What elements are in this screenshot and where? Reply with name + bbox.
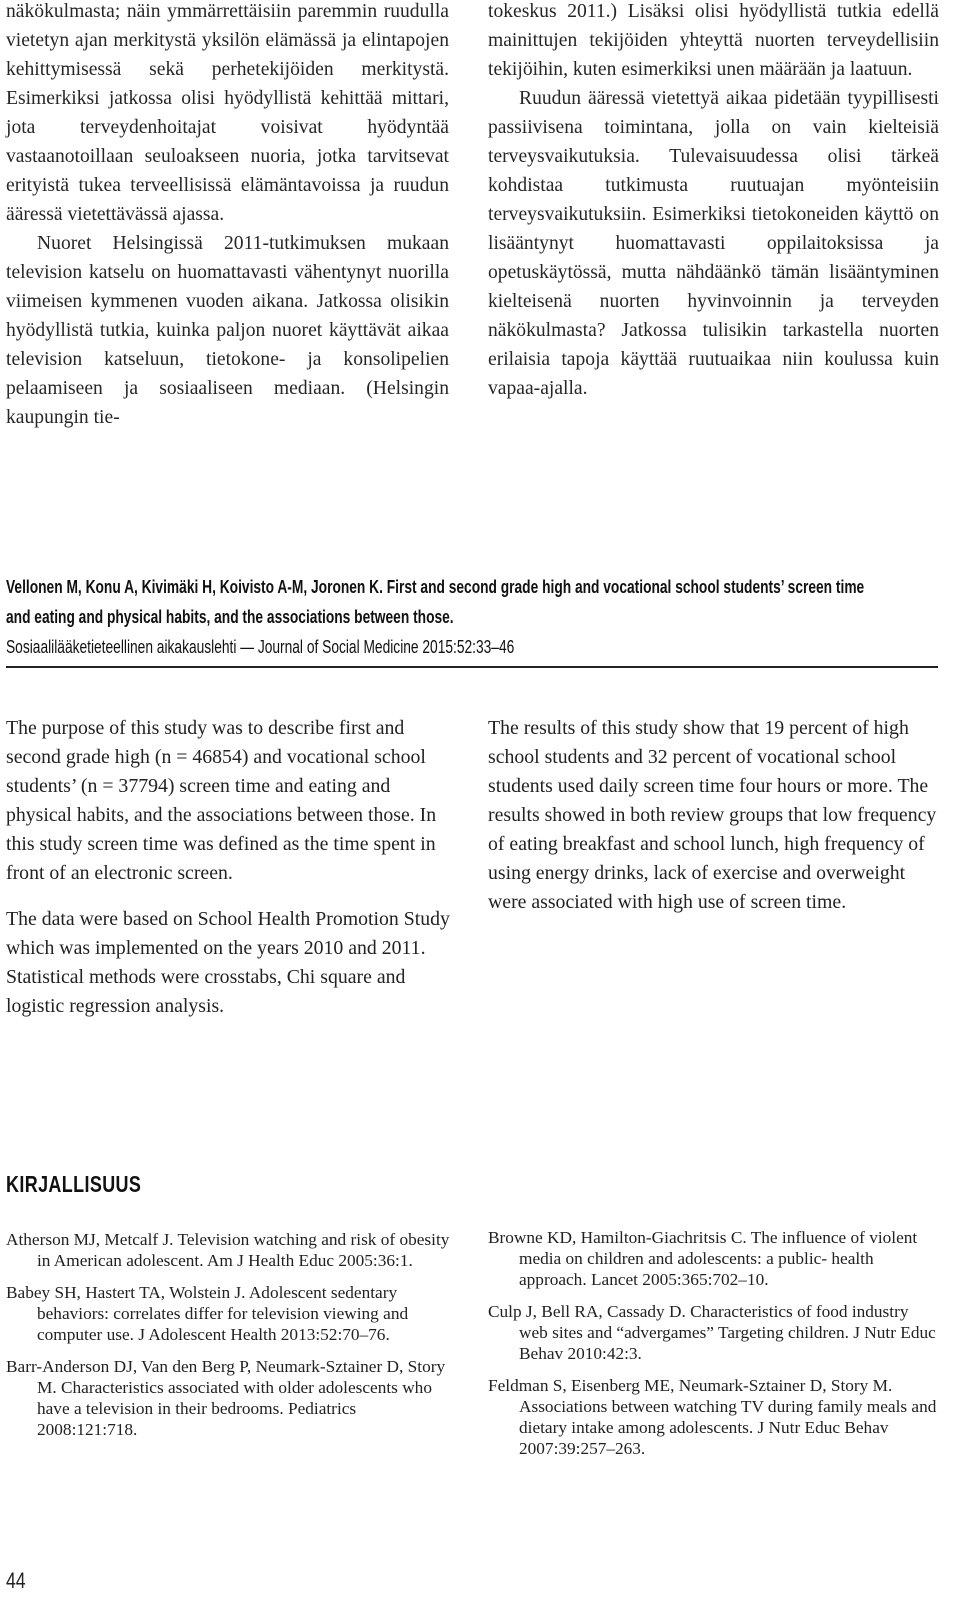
reference-item: Babey SH, Hastert TA, Wolstein J. Adolescent sedentary behaviors: correlates differ for television viewing and computer use. J Adolescent Health 2013:52:70–76. (6, 1283, 409, 1344)
reference-item: Feldman S, Eisenberg ME, Neumark-Sztainer D, Story M. Associations between watching TV during family meals and dietary intake among adolescents. J Nutr Educ Behav 2007:39:257–263. (488, 1376, 937, 1458)
reference-item: Browne KD, Hamilton-Giachritsis C. The influence of violent media on children and adolescents: a public- health approach. Lancet 2005:365:702–10. (488, 1228, 918, 1289)
reference-item: Atherson MJ, Metcalf J. Television watching and risk of obesity in American adolescent. Am J Health Educ 2005:36:1. (6, 1230, 450, 1270)
divider-rule (6, 666, 938, 668)
abstract-column-right (488, 714, 940, 934)
abstract-paragraph: The results of this study show that 19 percent of high school students and 32 percent of vocational school students used daily screen time four hours or more. The results showed in both review groups that low frequency of eating breakfast and school lunch, high frequency of using energy drinks, lack of exercise and overweight were associated with high use of screen time. (488, 717, 937, 913)
abstract-citation (6, 572, 938, 662)
references-heading: KIRJALLISUUS (6, 1171, 142, 1197)
page-number: 44 (6, 1568, 26, 1593)
reference-item: Barr-Anderson DJ, Van den Berg P, Neumark-Sztainer D, Story M. Characteristics associated with older adolescents who have a television in their bedrooms. Pediatrics 2008:121:718. (6, 1357, 446, 1439)
body-column-left (6, 0, 449, 432)
abstract-column-left (6, 714, 454, 1038)
body-column-right (488, 0, 939, 403)
abstract-paragraph: The data were based on School Health Promotion Study which was implemented on the years 2010 and 2011. Statistical methods were crosstabs, Chi square and logistic regression analysis. (6, 908, 450, 1017)
body-paragraph: Ruudun ääressä vietettyä aikaa pidetään tyypillisesti passiivisena toimintana, jolla on vain kielteisiä terveysvaikutuksia. Tulevaisuudessa olisi tärkeä kohdistaa tutkimusta ruutuajan myönteisiin terveysvaikutuksiin. Esimerkiksi tietokoneiden käyttö on lisääntynyt huomattavasti oppilaitoksissa ja opetuskäytössä, mutta nähdäänkö tämän lisääntyminen kielteisenä nuorten hyvinvoinnin ja terveyden näkökulmasta? Jatkossa tulisikin tarkastella nuorten erilaisia tapoja käyttää ruutuaikaa niin koulussa kuin vapaa-ajalla. (488, 88, 939, 399)
body-paragraph: tokeskus 2011.) Lisäksi olisi hyödyllistä tutkia edellä mainittujen tekijöiden yhteyttä nuorten terveydellisiin tekijöihin, kuten esimerkiksi unen määrään ja laatuun. (488, 1, 939, 80)
journal-line: Sosiaalilääketieteellinen aikakauslehti — Journal of Social Medicine 2015:52:33–46 (6, 637, 515, 657)
references-column-right (488, 1227, 940, 1470)
abstract-paragraph: The purpose of this study was to describe first and second grade high (n = 46854) and vocational school students’ (n = 37794) screen time and eating and physical habits, and the associations between those. In this study screen time was defined as the time spent in front of an electronic screen. (6, 717, 437, 884)
reference-item: Culp J, Bell RA, Cassady D. Characteristics of food industry web sites and “advergames” Targeting children. J Nutr Educ Behav 2010:42:3. (488, 1302, 936, 1363)
citation-line: and eating and physical habits, and the associations between those. (6, 607, 454, 627)
references-column-left (6, 1229, 454, 1451)
body-paragraph: näkökulmasta; näin ymmärrettäisiin paremmin ruudulla vietetyn ajan merkitystä yksilön elämässä ja elintapojen kehittymisessä sekä perhetekijöiden merkitystä. Esimerkiksi jatkossa olisi hyödyllistä kehittää mittari, jota terveydenhoitajat voisivat hyödyntää vastaanotoillaan seuloakseen nuoria, jotka tarvitsevat erityistä tukea terveellisissä elämäntavoissa ja ruudun ääressä vietettävässä ajassa. (6, 1, 449, 225)
body-paragraph: Nuoret Helsingissä 2011-tutkimuksen mukaan television katselu on huomattavasti vähentynyt nuorilla viimeisen kymmenen vuoden aikana. Jatkossa olisikin hyödyllistä tutkia, kuinka paljon nuoret käyttävät aikaa television katseluun, tietokone- ja konsolipelien pelaamiseen ja sosiaaliseen mediaan. (Helsingin kaupungin tie- (6, 233, 449, 428)
citation-line: Vellonen M, Konu A, Kivimäki H, Koivisto A-M, Joronen K. First and second grade high and vocational school students’ screen time (6, 577, 865, 597)
